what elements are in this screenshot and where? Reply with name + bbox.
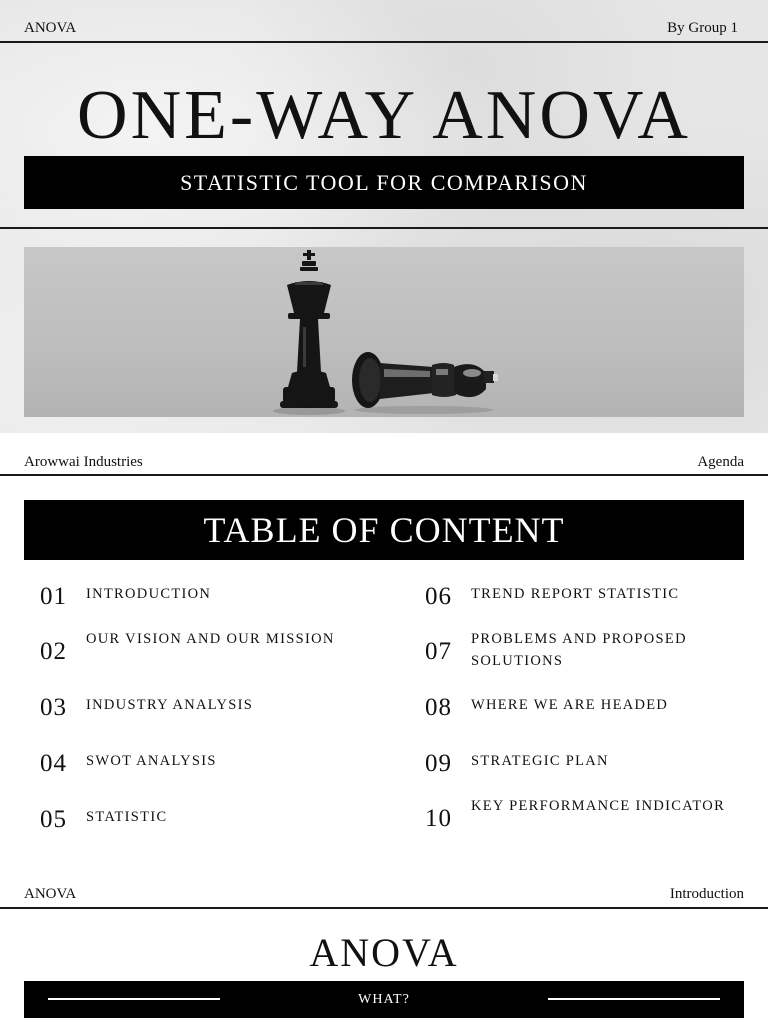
cover-header bbox=[24, 18, 738, 38]
toc-item-label: STRATEGIC PLAN bbox=[471, 753, 609, 769]
toc-item-09[interactable] bbox=[425, 750, 751, 778]
toc-item-label: OUR VISION AND OUR MISSION bbox=[86, 631, 335, 647]
chess-pieces-icon bbox=[24, 247, 744, 417]
toc-item-label: WHERE WE ARE HEADED bbox=[471, 697, 669, 713]
toc-item-number: 05 bbox=[40, 806, 67, 833]
cover-top-rule bbox=[0, 41, 768, 43]
toc-title-band bbox=[24, 500, 744, 560]
toc-item-03[interactable] bbox=[40, 694, 386, 722]
what-band-left-line bbox=[48, 998, 220, 1000]
intro-title: ANOVA bbox=[309, 930, 459, 975]
toc-item-number: 04 bbox=[40, 750, 67, 777]
toc-item-number: 02 bbox=[40, 638, 67, 665]
toc-item-number: 03 bbox=[40, 694, 67, 721]
toc-item-label: KEY PERFORMANCE INDICATOR bbox=[471, 798, 726, 814]
toc-item-07[interactable] bbox=[425, 628, 711, 672]
toc-item-number: 06 bbox=[425, 583, 452, 610]
cover-subtitle-band bbox=[24, 156, 744, 209]
toc-header-left: Arowwai Industries bbox=[24, 453, 143, 470]
cover-subtitle: STATISTIC TOOL FOR COMPARISON bbox=[180, 169, 588, 195]
intro-what-band bbox=[24, 981, 744, 1018]
toc-item-06[interactable] bbox=[425, 583, 751, 611]
what-band-right-line bbox=[548, 998, 720, 1000]
toc-item-number: 08 bbox=[425, 694, 452, 721]
toc-item-label: SWOT ANALYSIS bbox=[86, 753, 217, 769]
intro-header-left: ANOVA bbox=[24, 885, 77, 902]
toc-header-right: Agenda bbox=[697, 453, 744, 470]
toc-item-number: 01 bbox=[40, 583, 67, 610]
intro-header bbox=[24, 884, 744, 904]
cover-header-right: By Group 1 bbox=[667, 19, 738, 36]
cover-mid-rule bbox=[0, 227, 768, 229]
intro-top-rule bbox=[0, 907, 768, 909]
cover-slide bbox=[0, 0, 768, 433]
cover-header-left: ANOVA bbox=[24, 19, 77, 36]
toc-item-label: INTRODUCTION bbox=[86, 586, 212, 602]
toc-item-number: 10 bbox=[425, 805, 452, 832]
toc-header bbox=[24, 452, 744, 472]
cover-title: ONE-WAY ANOVA bbox=[77, 77, 691, 154]
chess-photo bbox=[24, 247, 744, 417]
toc-item-02[interactable] bbox=[40, 628, 386, 666]
toc-item-label: TREND REPORT STATISTIC bbox=[471, 586, 680, 602]
toc-item-01[interactable] bbox=[40, 583, 386, 611]
toc-item-label: INDUSTRY ANALYSIS bbox=[86, 697, 254, 713]
toc-item-label: STATISTIC bbox=[86, 809, 168, 825]
toc-top-rule bbox=[0, 474, 768, 476]
toc-item-number: 09 bbox=[425, 750, 452, 777]
toc-item-label: PROBLEMS AND PROPOSED SOLUTIONS bbox=[471, 631, 687, 669]
toc-item-08[interactable] bbox=[425, 694, 751, 722]
toc-item-04[interactable] bbox=[40, 750, 386, 778]
intro-header-right: Introduction bbox=[669, 885, 744, 902]
toc-item-10[interactable] bbox=[425, 795, 761, 833]
toc-item-number: 07 bbox=[425, 638, 452, 665]
toc-title: TABLE OF CONTENT bbox=[203, 510, 565, 550]
toc-item-05[interactable] bbox=[40, 806, 386, 834]
intro-what-label: WHAT? bbox=[358, 991, 410, 1007]
